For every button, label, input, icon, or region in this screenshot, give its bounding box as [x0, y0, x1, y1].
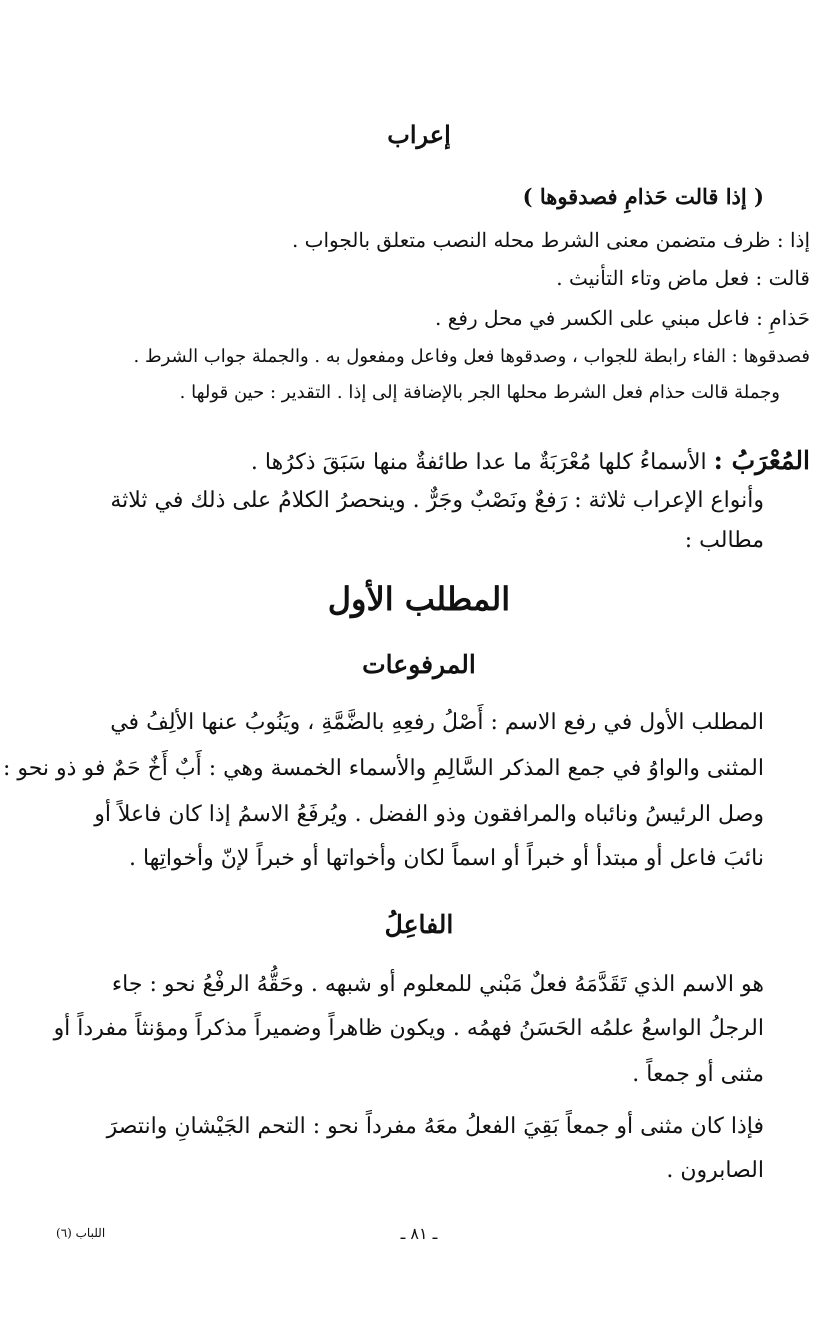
- erab-line-1: إذا : ظرف متضمن معنى الشرط محله النصب متعلق بالجواب .: [291, 228, 810, 252]
- anwa-line-2: مطالب :: [684, 528, 764, 553]
- footer-label: اللباب (٦): [56, 1226, 106, 1240]
- faidha-line-2: الصابرون .: [666, 1158, 764, 1183]
- erab-line-2: قالت : فعل ماض وتاء التأنيث .: [556, 266, 810, 290]
- murab-definition: [251, 446, 810, 475]
- marfuat-heading: المرفوعات: [362, 650, 476, 679]
- fail-line-2: الرجلُ الواسعُ علمُه الحَسَنُ فهمُه . ويكون ظاهراً وضميراً مذكراً ومؤنثاً مفرداً أو: [53, 1016, 764, 1041]
- raf-line-4: نائبَ فاعل أو مبتدأ أو خبراً أو اسماً لكان وأخواتها أو خبراً لإنّ وأخواتِها .: [128, 846, 764, 871]
- murab-text: الأسماءُ كلها مُعْرَبَةٌ ما عدا طائفةٌ منها سَبَقَ ذكرُها .: [250, 450, 707, 475]
- fail-heading: الفاعِلُ: [384, 910, 454, 939]
- raf-line-1: المطلب الأول في رفع الاسم : أَصْلُ رفعِهِ بالضَّمَّةِ ، ويَنُوبُ عنها الألِفُ في: [110, 710, 764, 735]
- raf-line-2: المثنى والواوُ في جمع المذكر السَّالِمِ والأسماء الخمسة وهي : أَبٌ أَخٌ حَمٌ فو ذو نحو :: [2, 756, 764, 781]
- anwa-line-1: وأنواع الإعراب ثلاثة : رَفعٌ ونَصْبٌ وجَرٌّ . وينحصرُ الكلامُ على ذلك في ثلاثة: [110, 488, 764, 513]
- page-number: ـ ٨١ ـ: [400, 1224, 438, 1243]
- fail-line-3: مثنى أو جمعاً .: [632, 1062, 764, 1087]
- erab-line-4: فصدقوها : الفاء رابطة للجواب ، وصدقوها فعل وفاعل ومفعول به . والجملة جواب الشرط .: [133, 346, 810, 367]
- fail-line-1: هو الاسم الذي تَقَدَّمَهُ فعلٌ مَبْني للمعلوم أو شبهه . وحَقُّهُ الرفْعُ نحو : جاء: [111, 972, 764, 997]
- quote-heading: ( إذا قالت حَذامِ فصدقوها ): [522, 184, 764, 209]
- matlab-heading: المطلب الأول: [327, 580, 511, 618]
- erab-line-5: وجملة قالت حذام فعل الشرط محلها الجر بالإضافة إلى إذا . التقدير : حين قولها .: [179, 382, 780, 403]
- erab-line-3: حَذامِ : فاعل مبني على الكسر في محل رفع .: [435, 306, 810, 330]
- faidha-line-1: فإذا كان مثنى أو جمعاً بَقِيَ الفعلُ معَهُ مفرداً نحو : التحم الجَيْشانِ وانتصرَ: [106, 1114, 764, 1139]
- raf-line-3: وصل الرئيسُ ونائباه والمرافقون وذو الفضل . ويُرفَعُ الاسمُ إذا كان فاعلاً أو: [94, 802, 764, 827]
- heading-erab: إعراب: [387, 120, 451, 149]
- murab-term: المُعْرَبُ :: [713, 446, 810, 475]
